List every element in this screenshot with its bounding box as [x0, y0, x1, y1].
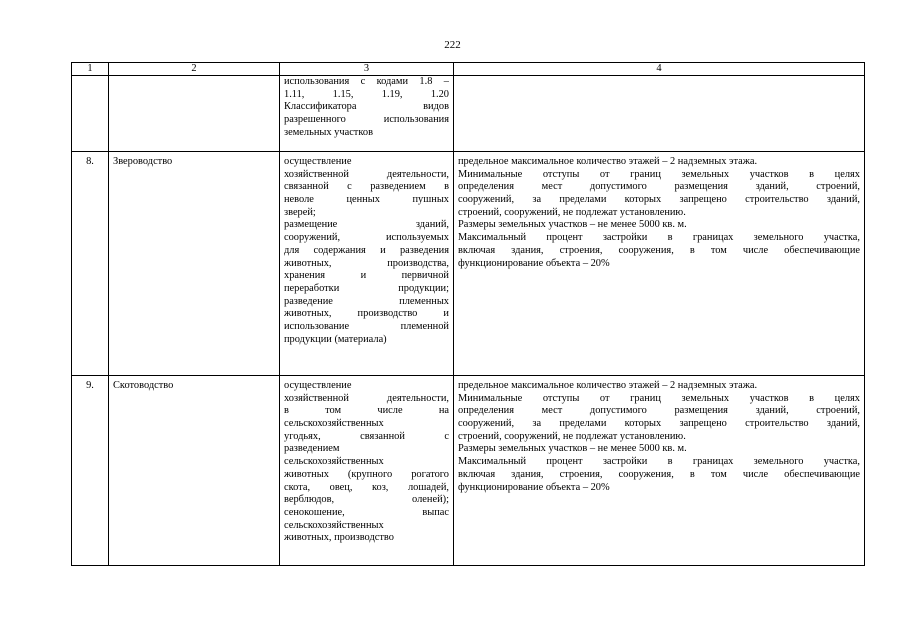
table-row [72, 376, 865, 566]
column-header-2: 2 [109, 63, 280, 76]
description-line: разрешенного использования [284, 114, 449, 126]
activity-description [280, 76, 453, 140]
parameters-text [454, 376, 864, 495]
description-line: для содержания и разведения [284, 244, 449, 256]
table-header-row [72, 63, 865, 76]
description-line: 1.11, 1.15, 1.19, 1.20 [284, 88, 449, 100]
table-row [72, 152, 865, 376]
parameter-line: Максимальный процент застройки в границах земельного участка, [458, 456, 860, 468]
parameters-cell [454, 152, 865, 376]
description-line: связанной с разведением в [284, 181, 449, 193]
parameter-line: Размеры земельных участков – не менее 5000 кв. м. [458, 219, 687, 231]
parameters-text [454, 76, 864, 81]
description-line: скота, овец, коз, лошадей, [284, 481, 449, 493]
activity-name-cell [109, 152, 280, 376]
parameter-line: определения мест допустимого размещения зданий, строений, [458, 181, 860, 193]
parameter-line: Максимальный процент застройки в границах земельного участка, [458, 232, 860, 244]
description-line: угодьях, связанной с [284, 430, 449, 442]
parameters-cell [454, 376, 865, 566]
parameter-line: определения мест допустимого размещения зданий, строений, [458, 405, 860, 417]
description-line: осуществление [284, 380, 352, 391]
activity-description-cell [280, 152, 454, 376]
parameter-line: функционирование объекта – 20% [458, 481, 610, 493]
parameter-line: сооружений, за пределами которых запрещено строительство зданий, [458, 194, 860, 206]
description-line: сельскохозяйственных [284, 519, 384, 531]
activity-description-cell [280, 376, 454, 566]
description-line: разведение племенных [284, 295, 449, 307]
description-line: земельных участков [284, 126, 373, 138]
description-line: использования с кодами 1.8 – [284, 76, 449, 87]
activity-name [109, 76, 279, 81]
parameter-line: предельное максимальное количество этажей – 2 надземных этажа. [458, 156, 758, 167]
row-number-cell [72, 152, 109, 376]
regulations-table [71, 62, 865, 566]
description-line: Классификатора видов [284, 101, 449, 113]
parameters-text [454, 152, 864, 271]
parameter-line: Минимальные отступы от границ земельных участков в целях [458, 392, 860, 404]
parameter-line: Размеры земельных участков – не менее 5000 кв. м. [458, 443, 687, 455]
parameter-line: сооружений, за пределами которых запрещено строительство зданий, [458, 418, 860, 430]
parameter-line: строений, сооружений, не подлежат установлению. [458, 430, 686, 442]
parameter-line: включая здания, строения, сооружения, в том числе обеспечивающие [458, 244, 860, 256]
description-line: хранения и первичной [284, 270, 449, 282]
column-header-1: 1 [72, 63, 109, 76]
description-line: размещение зданий, [284, 219, 449, 231]
description-line: переработки продукции; [284, 282, 449, 294]
description-line: продукции (материала) [284, 333, 387, 345]
activity-description [280, 376, 453, 546]
description-line: использование племенной [284, 320, 449, 332]
column-header-3: 3 [280, 63, 454, 76]
description-line: хозяйственной деятельности, [284, 392, 449, 404]
description-line: зверей; [284, 206, 316, 218]
page-number: 222 [444, 39, 461, 51]
description-line: неволе ценных пушных [284, 194, 449, 206]
description-line: животных, производства, [284, 257, 449, 269]
description-line: верблюдов, оленей); [284, 494, 449, 506]
activity-name: Скотоводство [113, 380, 174, 391]
table-row [72, 76, 865, 152]
description-line: животных (крупного рогатого [284, 468, 449, 480]
description-line: сельскохозяйственных [284, 456, 384, 468]
row-number-cell [72, 376, 109, 566]
activity-name: Звероводство [113, 156, 173, 167]
activity-description-cell [280, 76, 454, 152]
activity-description [280, 152, 453, 347]
description-line: осуществление [284, 156, 352, 167]
activity-name-cell [109, 376, 280, 566]
description-line: сооружений, используемых [284, 232, 449, 244]
parameter-line: включая здания, строения, сооружения, в том числе обеспечивающие [458, 468, 860, 480]
row-number-cell [72, 76, 109, 152]
row-number [72, 76, 108, 80]
parameter-line: Минимальные отступы от границ земельных участков в целях [458, 168, 860, 180]
parameter-line: строений, сооружений, не подлежат установлению. [458, 206, 686, 218]
description-line: животных, производство [284, 532, 394, 544]
column-header-4: 4 [454, 63, 865, 76]
row-number: 9. [86, 380, 94, 391]
parameter-line: функционирование объекта – 20% [458, 257, 610, 269]
description-line: разведением [284, 443, 340, 455]
parameters-cell [454, 76, 865, 152]
description-line: животных, производство и [284, 308, 449, 320]
activity-name-cell [109, 76, 280, 152]
description-line: хозяйственной деятельности, [284, 168, 449, 180]
description-line: в том числе на [284, 405, 449, 417]
row-number: 8. [86, 156, 94, 167]
parameter-line: предельное максимальное количество этажей – 2 надземных этажа. [458, 380, 758, 391]
description-line: сельскохозяйственных [284, 418, 384, 430]
description-line: сенокошение, выпас [284, 506, 449, 518]
